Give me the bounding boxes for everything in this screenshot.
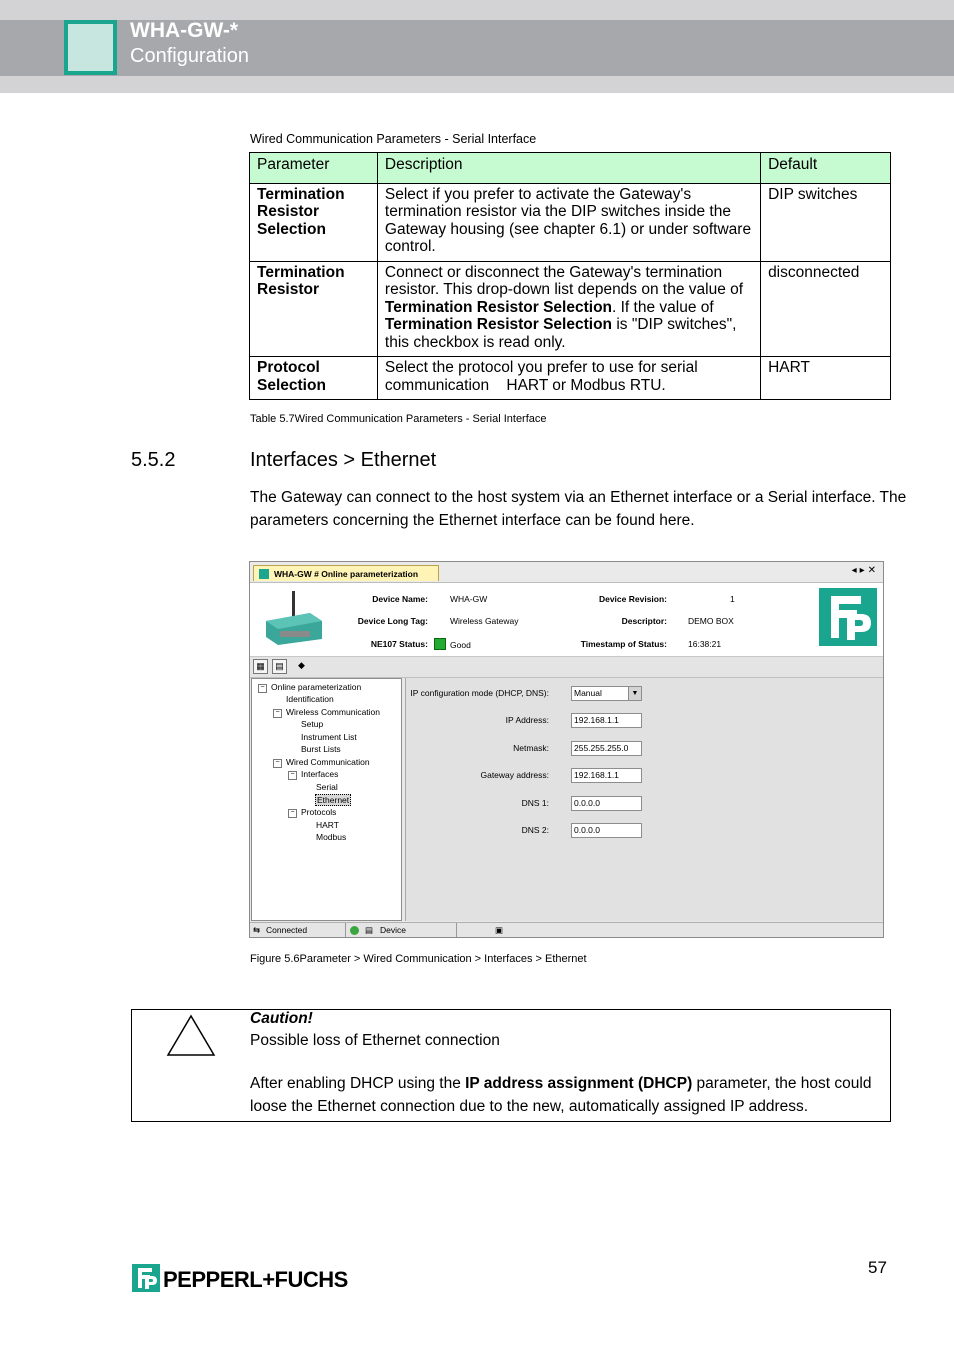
- table-row: [250, 183, 891, 261]
- dns2-label: DNS 2:: [521, 825, 549, 835]
- tab-app-icon: [259, 569, 269, 579]
- header-bottom-band: [0, 76, 954, 93]
- table-header-row: [250, 153, 891, 184]
- table-caption-below: Table 5.7Wired Communication Parameters - Serial Interface: [250, 413, 547, 425]
- tree-item[interactable]: Identification: [286, 694, 334, 704]
- tree-item[interactable]: Serial: [316, 782, 338, 792]
- tree-item[interactable]: HART: [316, 820, 339, 830]
- table-caption-above: Wired Communication Parameters - Serial Interface: [250, 132, 537, 146]
- parameters-table: [249, 152, 891, 400]
- tree-item[interactable]: Wired Communication: [286, 757, 370, 767]
- header-square-icon: [64, 20, 117, 75]
- status-bar: [250, 922, 883, 938]
- descriptor-value: DEMO BOX: [688, 616, 734, 626]
- network-icon: ▣: [495, 925, 504, 935]
- tab-online-parameterization[interactable]: WHA-GW # Online parameterization: [253, 565, 439, 581]
- column-header-description: Description: [377, 153, 760, 184]
- timestamp-label: Timestamp of Status:: [580, 639, 667, 649]
- figure-caption: Figure 5.6Parameter > Wired Communication > Interfaces > Ethernet: [250, 953, 587, 965]
- tree-item[interactable]: Wireless Communication: [286, 707, 380, 717]
- status-connected: Connected: [266, 925, 308, 935]
- desc-cell: Connect or disconnect the Gateway's termination resistor. This drop-down list depends on the value of Termination Resistor Selection. If the value of Termination Resistor Selection is "DIP switches", this checkbox is read only.: [377, 261, 760, 357]
- ne107-status-label: NE107 Status:: [370, 639, 428, 649]
- brand-logo: [132, 1264, 362, 1294]
- ne107-status-value: Good: [450, 640, 471, 650]
- ip-address-label: IP Address:: [505, 715, 549, 725]
- tree-item[interactable]: Burst Lists: [301, 744, 341, 754]
- param-cell: Termination Resistor Selection: [250, 183, 378, 261]
- tab-bar: [250, 562, 883, 583]
- device-longtag-label: Device Long Tag:: [357, 616, 428, 626]
- pepperl-fuchs-logo-icon: [819, 588, 877, 646]
- default-cell: DIP switches: [761, 183, 891, 261]
- connected-icon: ⇆: [253, 925, 261, 935]
- header-title: WHA-GW-*: [130, 19, 239, 42]
- device-info-panel: [250, 583, 883, 657]
- desc-cell: Select if you prefer to activate the Gateway's termination resistor via the DIP switches inside the Gateway housing (see chapter 6.1) or under software control.: [377, 183, 760, 261]
- table-row: [250, 357, 891, 400]
- doc-icon: ▤: [365, 925, 374, 935]
- brand-name: PEPPERL+FUCHS: [163, 1267, 348, 1292]
- param-cell: Protocol Selection: [250, 357, 378, 400]
- tree-item[interactable]: Setup: [301, 719, 324, 729]
- header-subtitle: Configuration: [130, 45, 249, 67]
- view-icon-2[interactable]: ▤: [272, 659, 287, 674]
- toolbar: [250, 657, 883, 678]
- status-device: Device: [380, 925, 406, 935]
- timestamp-value: 16:38:21: [688, 639, 722, 649]
- section-number: 5.5.2: [131, 449, 176, 471]
- page-number: 57: [868, 1258, 887, 1277]
- column-header-default: Default: [761, 153, 891, 184]
- dns1-label: DNS 1:: [521, 798, 549, 808]
- gateway-input[interactable]: 192.168.1.1: [571, 768, 642, 783]
- ipmode-label: IP configuration mode (DHCP, DNS):: [410, 688, 549, 698]
- section-body: The Gateway can connect to the host system via an Ethernet interface or a Serial interface. The parameters concerning the Ethernet interface can be found here.: [250, 489, 907, 529]
- tree-item[interactable]: Online parameterization: [271, 682, 362, 692]
- warning-triangle-icon: [166, 1013, 216, 1057]
- device-longtag-value: Wireless Gateway: [450, 616, 519, 626]
- dns1-input[interactable]: 0.0.0.0: [571, 796, 642, 811]
- status-good-icon: [434, 638, 446, 650]
- ip-address-input[interactable]: 192.168.1.1: [571, 713, 642, 728]
- view-icon-1[interactable]: ▦: [253, 659, 268, 674]
- ipmode-select[interactable]: Manual ▼: [571, 686, 642, 701]
- tree-item[interactable]: Modbus: [316, 832, 347, 842]
- netmask-input[interactable]: 255.255.255.0: [571, 741, 642, 756]
- chevron-down-icon[interactable]: ▼: [628, 687, 641, 700]
- caution-title: Caution!: [250, 1010, 313, 1027]
- param-cell: Termination Resistor: [250, 261, 378, 357]
- device-name-value: WHA-GW: [450, 594, 488, 604]
- pepperl-fuchs-logo-icon: [132, 1264, 160, 1292]
- table-row: [250, 261, 891, 357]
- gateway-device-image: [260, 587, 324, 647]
- caution-paragraph: After enabling DHCP using the IP address assignment (DHCP) parameter, the host could loose the Ethernet connection due to the new, automatically assigned IP address.: [250, 1075, 872, 1115]
- tree-item[interactable]: Instrument List: [301, 732, 357, 742]
- default-cell: disconnected: [761, 261, 891, 357]
- tree-item[interactable]: Interfaces: [301, 769, 339, 779]
- software-screenshot: [249, 561, 884, 938]
- device-status-icon: [350, 926, 359, 935]
- navigation-tree: − Online parameterization Identification − Wireless Communication Setup Instrument List Burst Lists − Wired Communication − Interfaces Serial Ethernet − Protocols HART Modbus: [251, 678, 402, 921]
- device-revision-value: 1: [730, 594, 735, 604]
- device-revision-label: Device Revision:: [598, 594, 667, 604]
- tree-item-selected[interactable]: Ethernet: [317, 795, 350, 805]
- caution-line: Possible loss of Ethernet connection: [250, 1032, 500, 1049]
- tree-item[interactable]: Protocols: [301, 807, 337, 817]
- book-icon[interactable]: ◆: [298, 660, 305, 670]
- section-title: Interfaces > Ethernet: [250, 449, 437, 471]
- gateway-label: Gateway address:: [480, 770, 549, 780]
- ethernet-form: [405, 678, 884, 921]
- descriptor-label: Descriptor:: [621, 616, 667, 626]
- device-name-label: Device Name:: [372, 594, 428, 604]
- column-header-parameter: Parameter: [250, 153, 378, 184]
- netmask-label: Netmask:: [513, 743, 549, 753]
- desc-cell: Select the protocol you prefer to use for serial communication HART or Modbus RTU.: [377, 357, 760, 400]
- header-top-band: [0, 0, 954, 20]
- window-controls[interactable]: ◂▸✕: [851, 565, 879, 576]
- default-cell: HART: [761, 357, 891, 400]
- dns2-input[interactable]: 0.0.0.0: [571, 823, 642, 838]
